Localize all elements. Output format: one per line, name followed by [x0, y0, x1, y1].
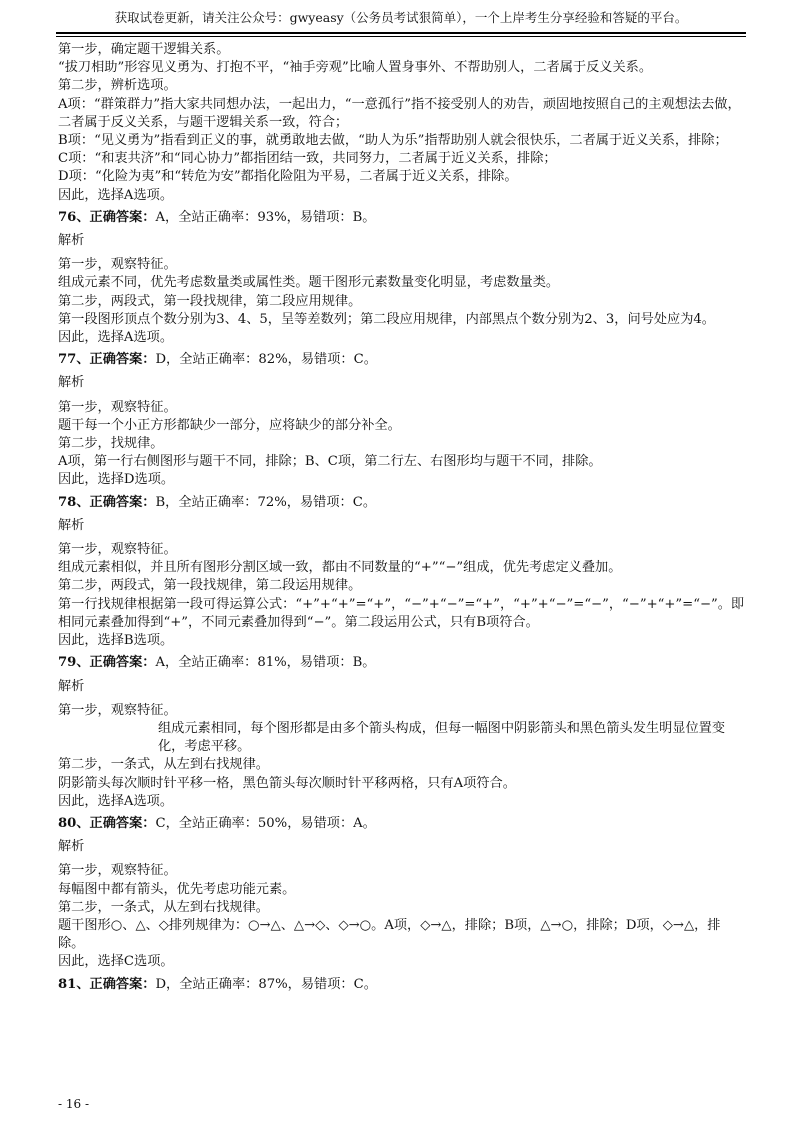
text-line: C项：“和衷共济”和“同心协力”都指团结一致，共同努力，二者属于近义关系，排除；: [58, 151, 557, 167]
answer-detail: A，全站正确率：93%，易错项：B。: [155, 209, 376, 225]
text-line: 第一步，观察特征。: [58, 257, 177, 273]
text-line: 第二步，两段式，第一段找规律，第二段运用规律。: [58, 578, 362, 594]
text-line: 因此，选择A选项。: [58, 793, 174, 809]
text-line: 第一步，观察特征。: [58, 399, 177, 415]
answer-label: 81、正确答案：: [58, 976, 156, 992]
text-line: D项：“化险为夷”和“转危为安”都指化险阻为平易，二者属于近义关系，排除。: [58, 169, 518, 185]
text-line: 第一段图形顶点个数分别为3、4、5，呈等差数列；第二段应用规律，内部黑点个数分别为2、3，问号处应为4。: [58, 311, 715, 327]
text-line: 每幅图中都有箭头，优先考虑功能元素。: [58, 881, 296, 897]
answer-label: 76、正确答案：: [58, 209, 156, 225]
text-line: 第二步，两段式，第一段找规律，第二段应用规律。: [58, 293, 362, 309]
analysis-heading: 解析: [58, 375, 85, 391]
analysis-heading: 解析: [58, 678, 85, 694]
answer-line: [58, 494, 746, 512]
text-line: 因此，选择C选项。: [58, 954, 174, 970]
header-rule-thin: [56, 36, 746, 37]
text-line: 第二步，一条式，从左到右找规律。: [58, 757, 269, 773]
answer-line: [58, 351, 746, 369]
answer-line: [58, 654, 746, 672]
text-line: 因此，选择A选项。: [58, 330, 174, 346]
text-line: 阴影箭头每次顺时针平移一格，黑色箭头每次顺时针平移两格，只有A项符合。: [58, 775, 516, 791]
page-content: [58, 41, 746, 997]
question-76: [58, 209, 746, 347]
answer-label: 78、正确答案：: [58, 494, 156, 510]
text-line: A项，第一行右侧图形与题干不同，排除；B、C项，第二行左、右图形均与题干不同，排除。: [58, 454, 602, 470]
text-line: B项：“见义勇为”指看到正义的事，就勇敢地去做，“助人为乐”指帮助别人就会很快乐，二者属于近义关系，排除；: [58, 133, 728, 149]
text-line: 第一步，观察特征。: [58, 863, 177, 879]
analysis-heading: 解析: [58, 517, 85, 533]
question-80: [58, 815, 746, 972]
analysis-heading: 解析: [58, 233, 85, 249]
text-line: 题干每一个小正方形都缺少一部分，应将缺少的部分补全。: [58, 417, 401, 433]
text-line: 第一步，观察特征。: [58, 702, 177, 718]
page-header: 获取试卷更新，请关注公众号：gwyeasy（公务员考试狠简单），一个上岸考生分享经验和答疑的平台。: [114, 10, 688, 25]
answer-line: [58, 976, 746, 994]
question-75-tail: [58, 41, 746, 205]
text-line: 第二步，辨析选项。: [58, 78, 177, 94]
page-number: - 16 -: [58, 1097, 90, 1111]
question-78: [58, 494, 746, 651]
analysis-heading: 解析: [58, 839, 85, 855]
text-line: 组成元素不同，优先考虑数量类或属性类。题干图形元素数量变化明显，考虑数量类。: [58, 275, 560, 291]
text-line: 组成元素相似，并且所有图形分割区域一致，都由不同数量的“+”“−”组成，优先考虑定义叠加。: [58, 560, 622, 576]
text-line: 因此，选择B选项。: [58, 633, 174, 649]
text-line: 第一步，观察特征。: [58, 542, 177, 558]
text-line: 因此，选择A选项。: [58, 187, 174, 203]
text-line: 题干图形○、△、◇排列规律为：○→△、△→◇、◇→○。A项，◇→△，排除；B项，△→○，排除；D项，◇→△，排除。: [58, 917, 721, 952]
question-81: [58, 976, 746, 994]
answer-label: 80、正确答案：: [58, 815, 156, 831]
answer-detail: D，全站正确率：82%，易错项：C。: [155, 352, 377, 368]
answer-line: [58, 209, 746, 227]
text-line: “拔刀相助”形容见义勇为、打抱不平，“袖手旁观”比喻人置身事外、不帮助别人，二者属于反义关系。: [58, 60, 653, 76]
text-line: 组成元素相同，每个图形都是由多个箭头构成，但每一幅图中阴影箭头和黑色箭头发生明显位置变化，考虑平移。: [158, 720, 726, 755]
text-line: 第二步，找规律。: [58, 436, 164, 452]
text-line: 第一步，确定题干逻辑关系。: [58, 42, 230, 57]
text-line: A项：“群策群力”指大家共同想办法，一起出力，“一意孤行”指不接受别人的劝告，顽固地按照自己的主观想法去做，二者属于反义关系，与题干逻辑关系一致，符合；: [58, 96, 741, 130]
header-rule-thick: [56, 32, 746, 34]
question-77: [58, 351, 746, 489]
answer-detail: B，全站正确率：72%，易错项：C。: [155, 494, 377, 510]
answer-label: 79、正确答案：: [58, 655, 156, 671]
answer-label: 77、正确答案：: [58, 352, 156, 368]
text-line: 第一行找规律根据第一段可得运算公式：“+”+“+”=“+”，“−”+“−”=“+”，“+”+“−”=“−”，“−”+“+”=“−”。即相同元素叠加得到“+”，不同元素叠加得到“−”。第二段运用公式，只有B项符合。: [58, 596, 745, 630]
answer-detail: C，全站正确率：50%，易错项：A。: [155, 815, 376, 831]
answer-line: [58, 815, 746, 833]
text-line: 因此，选择D选项。: [58, 472, 175, 488]
answer-detail: D，全站正确率：87%，易错项：C。: [155, 976, 377, 992]
text-line: 第二步，一条式，从左到右找规律。: [58, 899, 269, 915]
answer-detail: A，全站正确率：81%，易错项：B。: [155, 655, 376, 671]
question-79: [58, 654, 746, 811]
